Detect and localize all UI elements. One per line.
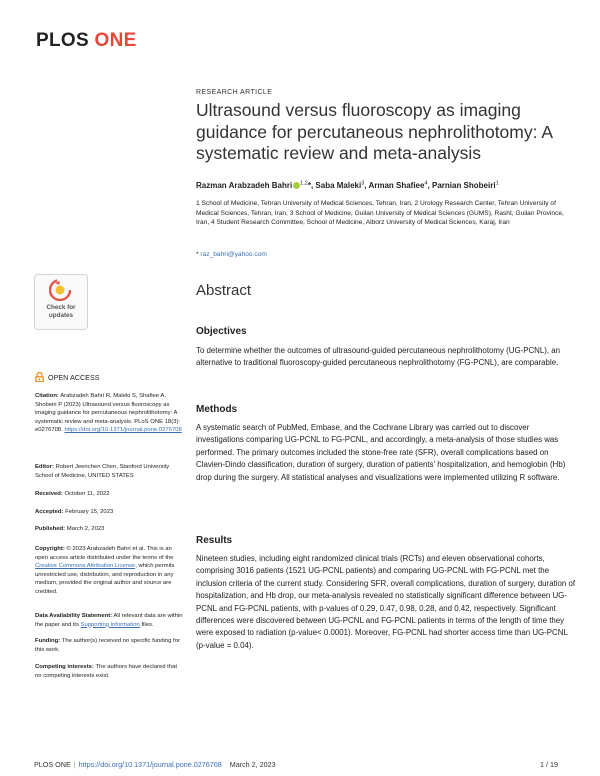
methods-heading: Methods	[196, 404, 238, 415]
results-text: Nineteen studies, including eight randomized clinical trials (RCTs) and eleven observational cohorts, comprising 3016 patients (1521 UG-PCNL patients) and comparing UG-PCNL with FG-PCNL met the inclusion criteria of the current study. Considering SFR, overall complications, duration of surgery, duration of hospitalization, and Hb drop, our meta-analysis revealed no statistically significant difference between UG-PCNL and FG-PCNL patients, with p-values of 0.29, 0.47, 0.98, 0.28, and 0.42, respectively. Significant differences were discovered between UG-PCNL and FG-PCNL patients in terms of the length of time they were exposed to radiation (p-value< 0.0001). Moreover, FG-PCNL had shorter access time than UG-PCNL (p-value = 0.04).	[196, 554, 576, 650]
copyright-text-2: , which permits unrestricted use, distribution, and reproduction in any medium, provided the original author and source are credited.	[35, 563, 175, 595]
published-label: Published:	[35, 526, 66, 532]
author-separator: ,	[364, 180, 369, 190]
journal-logo	[36, 30, 137, 52]
competing-interests-text: The authors have declared that no competing interests exist.	[35, 664, 177, 679]
page-footer	[34, 760, 276, 769]
citation-label: Citation:	[35, 393, 59, 399]
open-access-text: OPEN ACCESS	[48, 373, 100, 382]
author-name[interactable]: Razman Arabzadeh Bahri	[196, 180, 293, 190]
footer-separator: |	[73, 760, 76, 769]
competing-interests-block	[35, 663, 183, 680]
affiliations: 1 School of Medicine, Tehran University of Medical Sciences, Tehran, Iran, 2 Urology Research Center, Tehran University of Medical Sciences, Tehran, Iran, 3 School of Medicine, Guilan University of Medical Sciences (GUMS), Rasht, Guilan Province, Iran, 4 Student Research Committee, School of Medicine, Alborz University of Medical Sciences, Karaj, Iran	[196, 200, 564, 227]
funding-block	[35, 637, 183, 654]
methods-text: A systematic search of PubMed, Embase, and the Cochrane Library was carried out to discover investigations comparing UG-PCNL to FG-PCNL, and accordingly, a meta-analysis of those studies was performed. The primary outcomes included the stone-free rate (SFR), overall complications based on Clavien-Dindo classification, duration of surgery, duration of patients' hospitalization, and hemoglobin (Hb) drop during the surgery. All statistical analyses and visualizations were implemented utilizing R software.	[196, 423, 566, 482]
update-icon	[49, 279, 71, 301]
author-affiliation-marker: 3	[361, 180, 365, 186]
copyright-text-1: © 2023 Arabzadeh Bahri et al. This is an open access article distributed under the terms of the	[35, 546, 174, 561]
footer-date: March 2, 2023	[229, 760, 276, 769]
citation-block	[35, 392, 183, 435]
author-separator: ,	[427, 180, 432, 190]
published-block	[35, 525, 183, 534]
author-affiliation-marker: 1	[495, 180, 499, 186]
check-for-updates-badge[interactable]	[34, 274, 88, 330]
accepted-block	[35, 508, 183, 517]
author-affiliation-marker: 1,2	[300, 180, 308, 186]
license-link[interactable]: Creative Commons Attribution License	[35, 563, 136, 570]
open-access-label	[35, 372, 100, 382]
corresponding-author-marker: *	[307, 180, 311, 190]
received-date: October 11, 2022	[62, 491, 110, 497]
data-availability-text-1: All relevant data are within the paper and its	[35, 613, 183, 628]
abstract-heading: Abstract	[196, 282, 252, 299]
author	[196, 181, 315, 190]
author-affiliation-marker: 4	[424, 180, 428, 186]
competing-interests-label: Competing interests:	[35, 664, 94, 670]
open-lock-icon	[35, 372, 44, 382]
footer-journal: PLOS ONE	[34, 760, 71, 769]
author-separator: ,	[310, 180, 316, 190]
objectives-text: To determine whether the outcomes of ultrasound-guided percutaneous nephrolithotomy (UG-PCNL), an alternative to traditional fluoroscopy-guided percutaneous nephrolithotomy (FG-PCNL), are comparable.	[196, 346, 561, 368]
email-link[interactable]: raz_bahri@yahoo.com	[200, 251, 267, 258]
data-availability-block	[35, 612, 183, 629]
logo-plos: PLOS	[36, 30, 89, 51]
results-heading: Results	[196, 535, 233, 546]
data-availability-text-2: files.	[139, 621, 154, 628]
author-name[interactable]: Arman Shafiee	[368, 180, 425, 190]
published-date: March 2, 2023	[65, 526, 105, 532]
accepted-label: Accepted:	[35, 509, 64, 515]
author-name[interactable]: Parnian Shobeiri	[431, 180, 496, 190]
author-list	[196, 180, 586, 190]
objectives-heading: Objectives	[196, 326, 247, 337]
author	[432, 181, 499, 190]
copyright-block	[35, 545, 183, 597]
citation-text: Arabzadeh Bahri R, Maleki S, Shafiee A, Shobeiri P (2023) Ultrasound versus fluoroscopy as imaging guidance for percutaneous nephrolithotomy: A systematic review and meta-analysis. PLoS ONE 18(3): e0276708.	[35, 393, 181, 434]
funding-label: Funding:	[35, 638, 61, 644]
author	[315, 181, 368, 190]
article-title: Ultrasound versus fluoroscopy as imaging guidance for percutaneous nephrolithotomy: A systematic review and meta-analysis	[196, 100, 553, 163]
author	[368, 181, 432, 190]
badge-label	[35, 304, 87, 319]
article-type: RESEARCH ARTICLE	[196, 89, 273, 96]
citation-doi-link[interactable]: https://doi.org/10.1371/journal.pone.0276708	[64, 427, 182, 434]
editor-block	[35, 463, 183, 480]
author-name[interactable]: Saba Maleki	[315, 180, 362, 190]
logo-one: ONE	[94, 30, 137, 51]
page-number: 1 / 19	[540, 760, 558, 769]
funding-text: The author(s) received no specific funding for this work.	[35, 638, 180, 653]
supporting-information-link[interactable]: Supporting information	[80, 621, 140, 628]
editor-label: Editor:	[35, 464, 54, 470]
badge-line-2: updates	[48, 311, 74, 319]
received-block	[35, 490, 183, 499]
data-availability-label: Data Availability Statement:	[35, 613, 113, 619]
copyright-label: Copyright:	[35, 546, 65, 552]
email-star: *	[196, 251, 199, 258]
editor-text: Robert Jeenchen Chen, Stanford University School of Medicine, UNITED STATES	[35, 464, 170, 479]
corresponding-email	[196, 251, 267, 258]
badge-line-1: Check for	[46, 304, 76, 311]
footer-doi-link[interactable]: https://doi.org/10.1371/journal.pone.0276708	[78, 760, 222, 769]
received-label: Received:	[35, 491, 63, 497]
accepted-date: February 15, 2023	[63, 509, 114, 515]
